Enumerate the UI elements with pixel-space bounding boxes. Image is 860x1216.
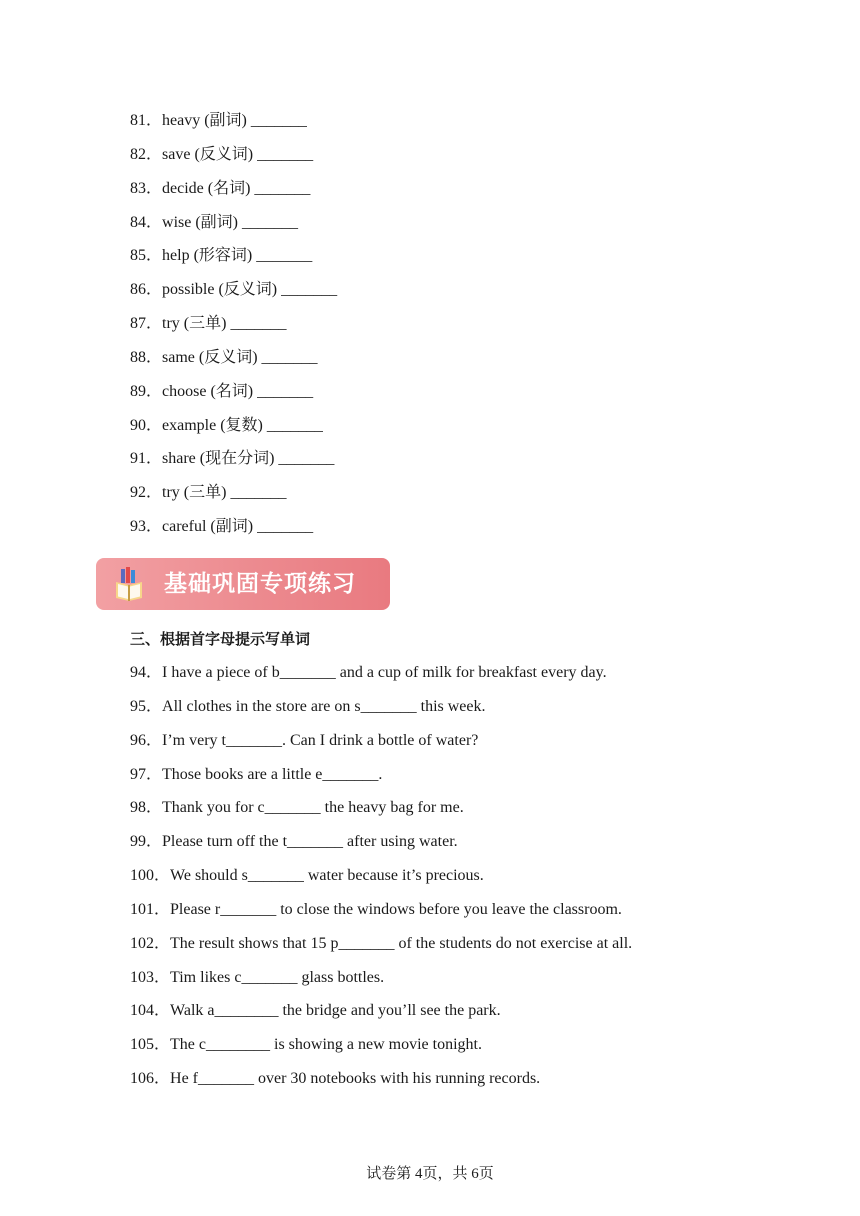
question-number: 104． [130, 1002, 171, 1020]
question-text: Thank you for c_______ the heavy bag for me. [162, 799, 464, 817]
question-number: 87． [130, 315, 163, 333]
question-number: 88． [130, 348, 163, 366]
question-item [130, 898, 632, 932]
question-text: careful (副词) _______ [162, 518, 314, 536]
question-item [130, 278, 337, 312]
question-item [130, 1033, 632, 1067]
question-text: save (反义词) _______ [162, 145, 314, 163]
question-item [130, 999, 632, 1033]
question-item [130, 729, 632, 763]
question-item [130, 695, 632, 729]
question-number: 96． [130, 731, 163, 749]
section-banner [96, 558, 390, 610]
book-icon [114, 567, 144, 601]
question-number: 81． [130, 112, 163, 129]
question-item [130, 312, 337, 346]
question-text: Please turn off the t_______ after using water. [162, 833, 458, 851]
fill-in-question-list [130, 661, 632, 1101]
question-number: 82． [130, 145, 163, 163]
question-item [130, 932, 632, 966]
question-item [130, 864, 632, 898]
question-text: wise (副词) _______ [162, 213, 299, 231]
question-item [130, 1067, 632, 1101]
question-number: 99． [130, 833, 163, 851]
question-item [130, 447, 337, 481]
question-text: share (现在分词) _______ [162, 450, 335, 468]
question-number: 89． [130, 382, 163, 400]
question-text: decide (名词) _______ [162, 179, 311, 197]
question-text: choose (名词) _______ [162, 382, 314, 400]
question-item [130, 244, 337, 278]
question-text: Tim likes c_______ glass bottles. [170, 968, 385, 986]
question-item [130, 177, 337, 211]
question-number: 95． [130, 697, 163, 715]
question-text: heavy (副词) _______ [162, 112, 307, 129]
question-text: The c________ is showing a new movie tonight. [170, 1036, 482, 1054]
question-text: same (反义词) _______ [162, 348, 318, 366]
question-item [130, 143, 337, 177]
question-text: He f_______ over 30 notebooks with his running records. [170, 1070, 541, 1088]
question-item [130, 515, 337, 549]
question-number: 106． [130, 1070, 171, 1088]
page-footer: 试卷第 4页，共 6页 [366, 1166, 494, 1182]
question-item [130, 346, 337, 380]
question-text: try (三单) _______ [162, 484, 287, 502]
question-item [130, 109, 337, 143]
question-number: 91． [130, 450, 163, 468]
question-text: possible (反义词) _______ [162, 281, 338, 299]
question-number: 84． [130, 213, 163, 231]
question-number: 90． [130, 416, 163, 434]
question-item [130, 763, 632, 797]
question-item [130, 211, 337, 245]
question-text: The result shows that 15 p_______ of the students do not exercise at all. [170, 934, 633, 952]
question-item [130, 414, 337, 448]
section-heading: 三、根据首字母提示写单词 [130, 630, 311, 648]
question-item [130, 380, 337, 414]
question-text: All clothes in the store are on s_______ this week. [162, 697, 486, 715]
question-text: I’m very t_______. Can I drink a bottle of water? [162, 731, 479, 749]
question-text: Please r_______ to close the windows before you leave the classroom. [170, 900, 622, 918]
question-number: 101． [130, 900, 171, 918]
question-item [130, 966, 632, 1000]
question-number: 92． [130, 484, 163, 502]
question-text: help (形容词) _______ [162, 247, 313, 265]
question-number: 93． [130, 518, 163, 536]
question-number: 85． [130, 247, 163, 265]
question-number: 105． [130, 1036, 171, 1054]
question-text: I have a piece of b_______ and a cup of milk for breakfast every day. [162, 664, 607, 681]
word-form-question-list [130, 109, 337, 549]
question-number: 103． [130, 968, 171, 986]
question-number: 98． [130, 799, 163, 817]
question-item [130, 796, 632, 830]
question-number: 83． [130, 179, 163, 197]
question-item [130, 481, 337, 515]
banner-title: 基础巩固专项练习 [164, 571, 356, 597]
question-item [130, 830, 632, 864]
question-number: 86． [130, 281, 163, 299]
question-text: example (复数) _______ [162, 416, 323, 434]
question-number: 100． [130, 867, 171, 885]
question-text: Walk a________ the bridge and you’ll see the park. [170, 1002, 501, 1020]
question-text: We should s_______ water because it’s precious. [170, 867, 484, 885]
question-item [130, 661, 632, 695]
question-number: 102． [130, 934, 171, 952]
question-text: try (三单) _______ [162, 315, 287, 333]
question-number: 94． [130, 664, 163, 681]
question-text: Those books are a little e_______. [162, 765, 383, 783]
question-number: 97． [130, 765, 163, 783]
